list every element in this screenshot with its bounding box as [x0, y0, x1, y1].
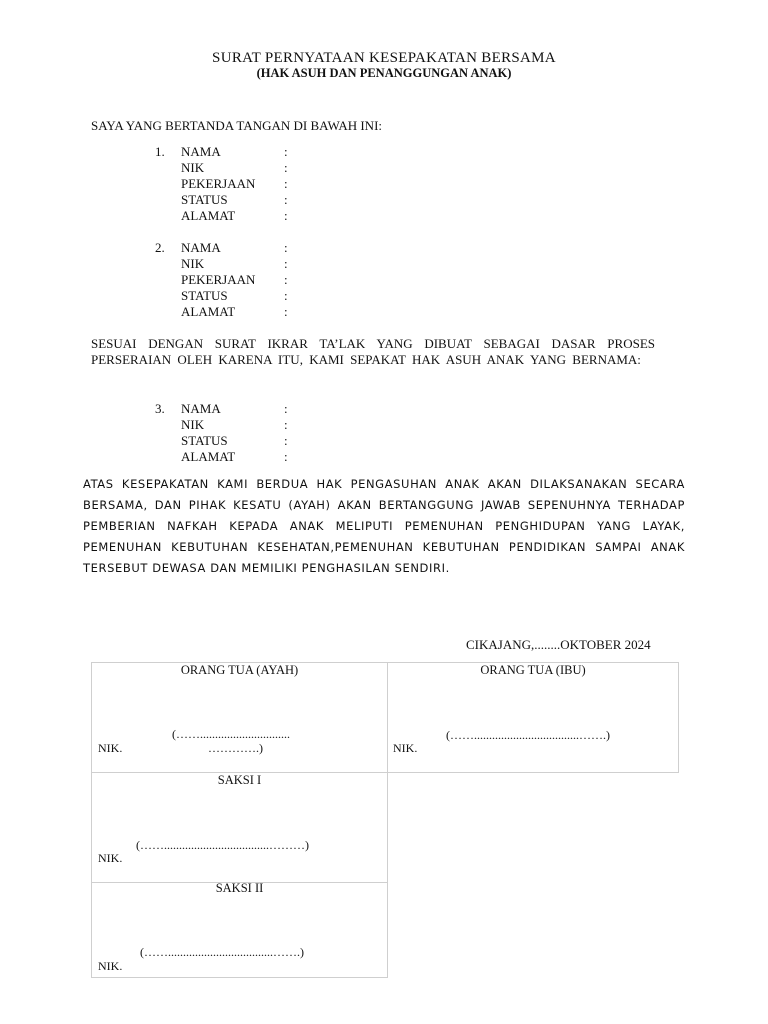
list-number: 3.: [155, 401, 165, 416]
field-label: STATUS: [181, 433, 228, 448]
field-row: [155, 176, 288, 192]
signature-heading: SAKSI I: [217, 773, 262, 787]
intro-text: SAYA YANG BERTANDA TANGAN DI BAWAH INI:: [91, 118, 383, 133]
field-row: [155, 208, 288, 224]
document-title: SURAT PERNYATAAN KESEPAKATAN BERSAMA: [212, 50, 556, 66]
colon: :: [284, 417, 288, 432]
list-number: 1.: [155, 144, 165, 159]
colon: :: [284, 304, 288, 319]
field-label: STATUS: [181, 192, 228, 207]
field-label: STATUS: [181, 288, 228, 303]
signature-box-saksi-1: [91, 772, 388, 883]
field-label: NIK: [181, 256, 205, 271]
field-label: NAMA: [181, 401, 221, 416]
signature-box-ibu: [387, 662, 679, 773]
field-label: ALAMAT: [181, 449, 236, 464]
colon: :: [284, 272, 288, 287]
colon: :: [284, 240, 288, 255]
list-number: 2.: [155, 240, 165, 255]
signature-heading: ORANG TUA (AYAH): [180, 663, 299, 677]
field-label: NIK: [181, 160, 205, 175]
signature-line-end: ………….): [208, 741, 263, 755]
colon: :: [284, 192, 288, 207]
nik-label: NIK.: [393, 741, 418, 755]
field-label: NAMA: [181, 240, 221, 255]
place-date: CIKAJANG,........OKTOBER 2024: [466, 637, 651, 652]
nik-label: NIK.: [98, 741, 123, 755]
signature-line: (……...................................………): [136, 838, 309, 852]
field-label: ALAMAT: [181, 208, 236, 223]
agreement-paragraph: SESUAI DENGAN SURAT IKRAR TA’LAK YANG DIBUAT SEBAGAI DASAR PROSES PERSERAIAN OLEH KARENA ITU, KAMI SEPAKAT HAK ASUH ANAK YANG BERNAMA:: [91, 336, 655, 367]
signature-line: (……...................................…….): [140, 945, 304, 959]
field-row: [155, 256, 288, 272]
signature-box-saksi-2: [91, 882, 388, 978]
person-2-fields: [155, 240, 288, 320]
field-row: [155, 240, 288, 256]
field-row: [155, 288, 288, 304]
signature-line: (……..............................: [172, 727, 290, 741]
field-row: [155, 449, 288, 465]
signature-box-ayah: [91, 662, 388, 773]
field-label: NAMA: [181, 144, 221, 159]
field-label: NIK: [181, 417, 205, 432]
colon: :: [284, 288, 288, 303]
nik-label: NIK.: [98, 959, 123, 973]
field-label: PEKERJAAN: [181, 272, 256, 287]
field-row: [155, 304, 288, 320]
field-label: PEKERJAAN: [181, 176, 256, 191]
colon: :: [284, 433, 288, 448]
signature-heading: ORANG TUA (IBU): [480, 663, 586, 677]
field-row: [155, 401, 288, 417]
colon: :: [284, 256, 288, 271]
field-label: ALAMAT: [181, 304, 236, 319]
field-row: [155, 192, 288, 208]
document-subtitle: (HAK ASUH DAN PENANGGUNGAN ANAK): [256, 66, 512, 80]
field-row: [155, 433, 288, 449]
field-row: [155, 160, 288, 176]
field-row: [155, 417, 288, 433]
child-fields: [155, 401, 288, 465]
colon: :: [284, 401, 288, 416]
colon: :: [284, 160, 288, 175]
nik-label: NIK.: [98, 851, 123, 865]
colon: :: [284, 144, 288, 159]
colon: :: [284, 208, 288, 223]
colon: :: [284, 176, 288, 191]
signature-heading: SAKSI II: [215, 881, 264, 895]
colon: :: [284, 449, 288, 464]
field-row: [155, 272, 288, 288]
custody-paragraph: ATAS KESEPAKATAN KAMI BERDUA HAK PENGASUHAN ANAK AKAN DILAKSANAKAN SECARA BERSAMA, DAN PIHAK KESATU (AYAH) AKAN BERTANGGUNG JAWAB SEPENUHNYA TERHADAP PEMBERIAN NAFKAH KEPADA ANAK MELIPUTI PEMENUHAN PENGHIDUPAN YANG LAYAK, PEMENUHAN KEBUTUHAN KESEHATAN,PEMENUHAN KEBUTUHAN PENDIDIKAN SAMPAI ANAK TERSEBUT DEWASA DAN MEMILIKI PENGHASILAN SENDIRI.: [83, 477, 685, 575]
signature-line: (……...................................…….): [446, 728, 610, 742]
field-row: [155, 144, 288, 160]
person-1-fields: [155, 144, 288, 224]
